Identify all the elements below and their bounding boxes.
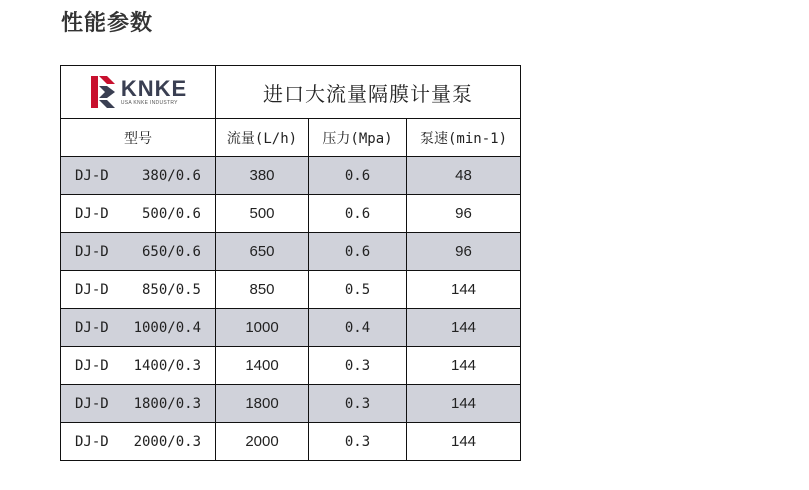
speed-cell: 144 xyxy=(407,347,521,385)
pressure-cell: 0.4 xyxy=(309,309,407,347)
model-spec: 1000/0.4 xyxy=(133,319,201,336)
model-spec: 500/0.6 xyxy=(141,205,201,222)
model-spec: 380/0.6 xyxy=(141,167,201,184)
model-spec: 650/0.6 xyxy=(141,243,201,260)
product-title-cell xyxy=(216,66,521,119)
model-cell xyxy=(61,385,216,423)
table-row xyxy=(61,423,521,461)
model-series: DJ-D xyxy=(75,433,109,450)
performance-table xyxy=(60,65,521,461)
table-row xyxy=(61,271,521,309)
model-series: DJ-D xyxy=(75,281,109,298)
model-series: DJ-D xyxy=(75,167,109,184)
logo-subtitle: USA KNKE INDUSTRY xyxy=(120,99,178,106)
flow-cell: 1400 xyxy=(216,347,309,385)
logo-cell xyxy=(61,66,216,119)
flow-cell: 2000 xyxy=(216,423,309,461)
knke-logo-icon xyxy=(89,74,117,110)
pressure-cell: 0.3 xyxy=(309,347,407,385)
speed-cell: 144 xyxy=(407,271,521,309)
model-cell xyxy=(61,309,216,347)
model-cell xyxy=(61,233,216,271)
pressure-cell: 0.6 xyxy=(309,195,407,233)
column-header-speed: 泵速(min-1) xyxy=(407,119,521,157)
model-spec: 2000/0.3 xyxy=(133,433,201,450)
model-cell xyxy=(61,347,216,385)
section-title: 性能参数 xyxy=(61,11,154,36)
table-row xyxy=(61,309,521,347)
column-header-flow: 流量(L/h) xyxy=(216,119,309,157)
speed-cell: 96 xyxy=(407,195,521,233)
model-spec: 1800/0.3 xyxy=(133,395,201,412)
model-series: DJ-D xyxy=(75,357,109,374)
speed-cell: 144 xyxy=(407,309,521,347)
model-series: DJ-D xyxy=(75,205,109,222)
pressure-cell: 0.6 xyxy=(309,233,407,271)
table-row xyxy=(61,385,521,423)
knke-logo xyxy=(61,74,215,110)
model-cell xyxy=(61,423,216,461)
table-row xyxy=(61,347,521,385)
model-series: DJ-D xyxy=(75,395,109,412)
pressure-cell: 0.5 xyxy=(309,271,407,309)
table-header-row xyxy=(61,66,521,119)
table-body xyxy=(61,157,521,461)
speed-cell: 144 xyxy=(407,423,521,461)
pressure-cell: 0.3 xyxy=(309,423,407,461)
pressure-cell: 0.3 xyxy=(309,385,407,423)
table-row xyxy=(61,195,521,233)
flow-cell: 380 xyxy=(216,157,309,195)
flow-cell: 1800 xyxy=(216,385,309,423)
logo-brand: KNKE xyxy=(120,75,188,101)
model-series: DJ-D xyxy=(75,243,109,260)
flow-cell: 650 xyxy=(216,233,309,271)
model-cell xyxy=(61,271,216,309)
table-row xyxy=(61,233,521,271)
column-header-model: 型号 xyxy=(61,119,216,157)
pressure-cell: 0.6 xyxy=(309,157,407,195)
speed-cell: 48 xyxy=(407,157,521,195)
model-spec: 1400/0.3 xyxy=(133,357,201,374)
product-title: 进口大流量隔膜计量泵 xyxy=(263,81,473,106)
flow-cell: 850 xyxy=(216,271,309,309)
model-cell xyxy=(61,195,216,233)
flow-cell: 1000 xyxy=(216,309,309,347)
model-cell xyxy=(61,157,216,195)
speed-cell: 96 xyxy=(407,233,521,271)
speed-cell: 144 xyxy=(407,385,521,423)
column-header-pressure: 压力(Mpa) xyxy=(309,119,407,157)
column-header-row xyxy=(61,119,521,157)
model-series: DJ-D xyxy=(75,319,109,336)
table-row xyxy=(61,157,521,195)
flow-cell: 500 xyxy=(216,195,309,233)
model-spec: 850/0.5 xyxy=(141,281,201,298)
